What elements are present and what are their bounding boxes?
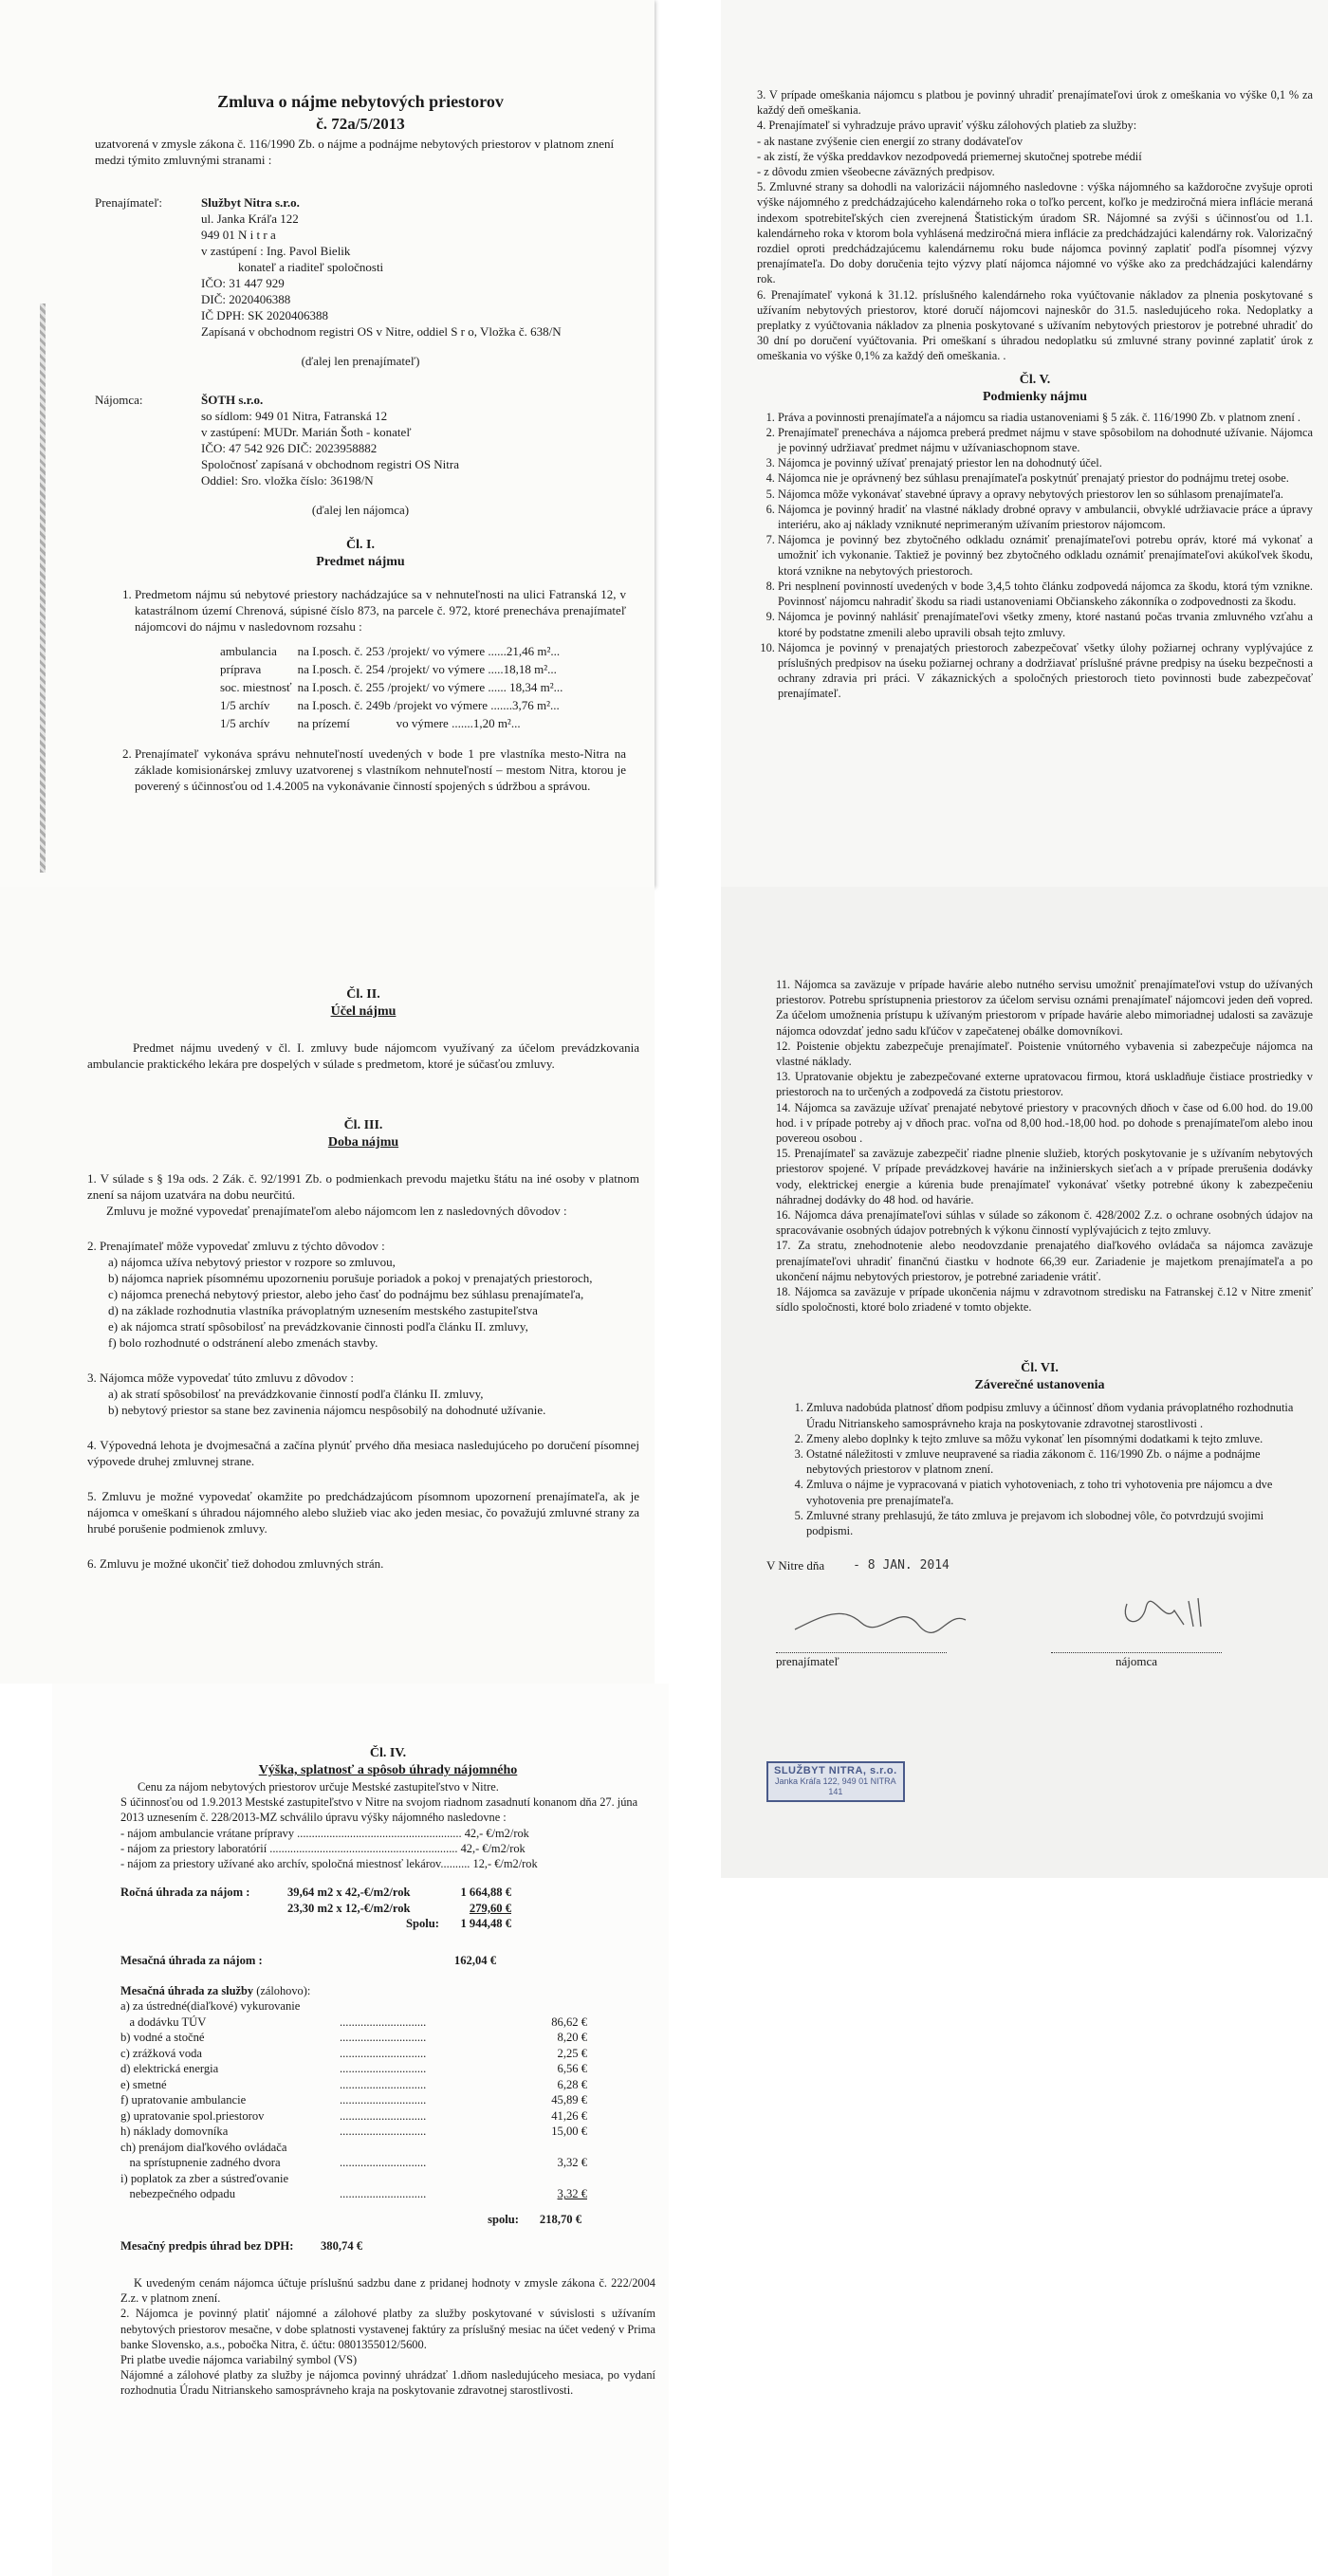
page-5-rent-payment — [52, 1684, 669, 2576]
service-name: h) náklady domovníka — [120, 2125, 229, 2139]
service-name: f) upratovanie ambulancie — [120, 2093, 247, 2107]
condition-item: 2. Prenajímateľ prenecháva a nájomca preberá predmet nájmu v stave spôsobilom na dohodnuté užívanie. Nájomca je povinný udržiavať predmet nájmu v užívaniaschopnom stave. — [778, 425, 1313, 455]
room-row — [220, 660, 568, 678]
article-3-body — [87, 1170, 639, 1572]
room-name: 1/5 archív — [220, 716, 270, 730]
landlord-reasons — [87, 1254, 639, 1351]
tenant-line: ŠOTH s.r.o. — [201, 393, 264, 407]
reason-item: a) ak stratí spôsobilosť na prevádzkovanie činností podľa článku II. zmluvy, — [108, 1387, 484, 1401]
contract-title: Zmluva o nájme nebytových priestorov — [217, 92, 504, 111]
landlord-line: IČO: 31 447 929 — [201, 276, 285, 290]
condition-item: 18. Nájomca sa zaväzuje v prípade ukončenia nájmu v zdravotnom stredisku na Fatranskej č.12 v Nitre zmeniť sídlo spoločnosti, ktoré bolo zriadené v tomto objekte. — [776, 1285, 1313, 1315]
rooms-table — [220, 642, 568, 732]
article-1-title: Predmet nájmu — [316, 555, 405, 569]
tenant-label: Nájomca: — [95, 393, 143, 407]
service-name: na sprístupnenie zadného dvora — [120, 2156, 281, 2170]
annual-value: 279,60 € — [469, 1901, 511, 1915]
room-row — [220, 642, 568, 660]
room-row — [220, 714, 568, 732]
conditions-list — [757, 410, 1313, 702]
landlord-line: ul. Janka Kráľa 122 — [201, 212, 299, 226]
annual-sum: 1 944,48 € — [460, 1917, 511, 1931]
duration-para: 3. Nájomca môže vypovedať túto zmluvu z dôvodov : — [87, 1371, 355, 1385]
final-item: 5. Zmluvné strany prehlasujú, že táto zmluva je prejavom ich slobodnej vôle, čo potvrdzujú svojimi podpismi. — [806, 1508, 1313, 1538]
tenant-line: v zastúpení: MUDr. Marián Šoth - konateľ — [201, 425, 412, 439]
annual-calc: 23,30 m2 x 12,-€/m2/rok — [287, 1901, 411, 1915]
service-value: 41,26 € — [551, 2108, 587, 2123]
services-table — [120, 1998, 593, 2202]
room-name: príprava — [220, 662, 262, 676]
room-location: na I.posch. č. 254 /projekt/ vo výmere .....18,18 m²... — [297, 662, 557, 676]
annual-row — [120, 1916, 517, 1932]
dot-leader: ............................. — [340, 2062, 427, 2076]
tail-para: Pri platbe uvedie nájomca variabilný symbol (VS) — [120, 2352, 358, 2366]
service-name: nebezpečného odpadu — [120, 2187, 235, 2201]
services-sum-value: 218,70 € — [539, 2212, 581, 2226]
annual-value: 1 664,88 € — [460, 1886, 511, 1900]
condition-item: 9. Nájomca je povinný nahlásiť prenajímateľovi všetky zmeny, ktoré nastanú počas trvania zmluvného vzťahu a ktoré by podstatne zmenili alebo upravili obsah tejto zmluvy. — [778, 609, 1313, 639]
service-value: 3,32 € — [557, 2156, 587, 2170]
room-location: na I.posch. č. 249b /projekt vo výmere .......3,76 m²... — [297, 698, 560, 712]
condition-item: 15. Prenajímateľ sa zaväzuje zabezpečiť riadne plnenie služieb, ktorých poskytovanie je s užívaním nebytových priestorov spojené. V prípade prevádzkovej havárie na inžinierskych sieťach a v prípade prerušenia dodávky vody, elektrickej energie a kúrenia bude prenajímateľ vykonávať všetky potrebné úkony k zabezpečeniu náhradnej dodávky do 48 hod. od havárie. — [776, 1147, 1313, 1206]
condition-item: 4. Nájomca nie je oprávnený bez súhlasu prenajímateľa poskytnúť prenajatý priestor do podnájmu tretej osobe. — [778, 470, 1313, 486]
monthly-rent-label: Mesačná úhrada za nájom : — [120, 1953, 263, 1967]
dot-leader: ............................. — [340, 2156, 427, 2170]
dot-leader: ............................. — [340, 2077, 427, 2091]
article-1-item — [135, 586, 626, 732]
reason-item: c) nájomca prenechá nebytový priestor, alebo jeho časť do podnájmu bez súhlasu prenajímateľa, — [108, 1287, 584, 1301]
stamp-line: Janka Kráľa 122, 949 01 NITRA — [774, 1776, 896, 1786]
service-value: 8,20 € — [557, 2031, 587, 2045]
room-row — [220, 678, 568, 696]
tail-para: K uvedeným cenám nájomca účtuje príslušnú sadzbu dane z pridanej hodnoty v zmysle zákona č. 222/2004 Z.z. v platnom znení. — [120, 2275, 655, 2306]
condition-item: 6. Nájomca je povinný hradiť na vlastné náklady drobné opravy v ambulancii, obvyklé udržiavacie práce a úpravy interiéru, ako aj náklady vzniknuté neprimeraným užívaním priestorov nájomcom. — [778, 502, 1313, 532]
dot-leader: ............................. — [340, 2015, 427, 2029]
room-name: soc. miestnosť — [220, 680, 292, 694]
terms-item: 4. Prenajímateľ si vyhradzuje právo upraviť výšku zálohových platieb za služby: — [757, 119, 1137, 133]
terms-item: 5. Zmluvné strany sa dohodli na valorizácii nájomného nasledovne : výška nájomného sa každoročne zvyšuje oproti výške nájomného z predchádzajúceho kalendárneho roka o toľko percent, koľko je medziročná miera inflácie meraná indexom spotrebiteľských cien zverejnená Štatistickým úradom SR. Nájomné sa zvýši s účinnosťou od 1.1. kalendárneho roka v ktorom bola vyhlásená medziročná miera inflácie za predchádzajúci kalendárny rok. Valorizačný rozdiel oproti predchádzajúcemu kalendárnemu roku bude nájomca povinný zaplatiť podľa písomnej výzvy prenajímateľa. Do doby doručenia tejto výzvy platí nájomca nájomné vo výške ako za predchádzajúci kalendárny rok. — [757, 180, 1313, 286]
landlord-line: v zastúpení : Ing. Pavol Bielik — [201, 244, 351, 258]
landlord-line: 949 01 N i t r a — [201, 228, 276, 242]
service-row — [120, 2171, 593, 2187]
signatures — [766, 1587, 1260, 1644]
reason-item: e) ak nájomca stratí spôsobilosť na prevádzkovanie činnosti podľa článku II. zmluvy, — [108, 1319, 528, 1334]
payment-tail — [120, 2275, 655, 2399]
room-location: na I.posch. č. 255 /projekt/ vo výmere ...... 18,34 m²... — [297, 680, 563, 694]
stamp-line: SLUŽBYT NITRA, s.r.o. — [774, 1765, 897, 1776]
intro-line: S účinnosťou od 1.9.2013 Mestské zastupiteľstvo v Nitre na svojom riadnom zasadnutí konanom dňa 27. júna 2013 uznesením č. 228/2013-MZ schválilo úpravu výšky nájomného nasledovne : — [120, 1795, 638, 1825]
contract-number: č. 72a/5/2013 — [316, 115, 405, 133]
article-1-item: 2. Prenajímateľ vykonáva správu nehnuteľností uvedených v bode 1 pre vlastníka mesto-Nitra na základe komisionárskej zmluvy uzatvorenej s vlastníkom nehnuteľností – mestom Nitra, ktorou je poverený s účinnosťou od 1.4.2005 na vykonávanie činností spojených s údržbou a správou. — [135, 745, 626, 794]
binding-cord — [40, 304, 46, 873]
services-head: Mesačná úhrada za služby — [120, 1984, 254, 1998]
condition-item: 10. Nájomca je povinný v prenajatých priestoroch zabezpečovať všetky úlohy požiarnej ochrany vyplývajúce z príslušných predpisov na úseku požiarnej ochrany a dodržiavať príslušné právne predpisy na úseku bezpečnosti a ochrany zdravia pri práci. V zákaznických a spoločných priestoroch tieto povinnosti bude zabezpečovať prenajímateľ. — [778, 640, 1313, 702]
reason-item: f) bolo rozhodnuté o odstránení alebo zmenách stavby. — [108, 1335, 378, 1350]
service-row — [120, 2186, 593, 2202]
service-name: g) upratovanie spol.priestorov — [120, 2108, 265, 2123]
place-label: V Nitre dňa — [766, 1558, 825, 1573]
page-1-contract-header — [0, 0, 655, 887]
article-6-title: Záverečné ustanovenia — [974, 1378, 1105, 1393]
reason-item: d) na základe rozhodnutia vlastníka právoplatným uznesením mestského zastupiteľstva — [108, 1303, 538, 1317]
reason-item: b) nebytový priestor sa stane bez zavinenia nájomcu nespôsobilý na dohodnuté užívanie. — [108, 1403, 546, 1417]
company-stamp — [766, 1761, 905, 1802]
service-row — [120, 2092, 593, 2108]
terms-item: 6. Prenajímateľ vykoná k 31.12. príslušného kalendárneho roka vyúčtovanie nákladov za plnenia poskytované s užívaním nebytových priestorov, ktoré doručí nájomcovi najneskôr do 31.5. nasledujúceho roka. Nedoplatky a preplatky z vyúčtovania nákladov za plnenia poskytované s užívaním nebytových priestorov je potrebné uhradiť do 30 dní po doručení vyúčtovania. Pri omeškaní s úhradou nedoplatku sú zmluvné strany povinné zaplatiť úrok z omeškania vo výške 0,1% za každý deň omeškania. . — [757, 287, 1313, 363]
page-3-purpose-duration — [0, 887, 655, 1684]
date-stamp: - 8 JAN. 2014 — [853, 1558, 950, 1573]
final-item: 2. Zmeny alebo doplnky k tejto zmluve sa môžu vykonať len písomnými dodatkami k tejto zmluve. — [806, 1431, 1313, 1446]
monthly-rent — [120, 1953, 502, 1969]
service-value: 15,00 € — [551, 2125, 587, 2139]
room-location: na I.posch. č. 253 /projekt/ vo výmere ......21,46 m²... — [297, 644, 561, 658]
dot-leader: ............................. — [340, 2125, 427, 2139]
service-name: a) za ústredné(diaľkové) vykurovanie — [120, 1999, 301, 2014]
conditions-continued — [766, 977, 1313, 1315]
condition-item: 13. Upratovanie objektu je zabezpečované externe upratovacou firmou, ktorá uskladňuje čistiace prostriedky v priestoroch na to určených a zodpovedá za čistotu priestorov. — [776, 1070, 1313, 1099]
dot-leader: ............................. — [340, 2187, 427, 2201]
tenant-reasons — [87, 1386, 639, 1418]
service-row — [120, 2077, 593, 2093]
duration-para: 5. Zmluvu je možné vypovedať okamžite po predchádzajúcom písomnom upozornení prenajímateľa, ak je nájomca v omeškaní s úhradou nájomného alebo služieb viac ako jeden mesiac, čo považujú zmluvné strany za hrubé porušenie podmienok zmluvy. — [87, 1489, 639, 1536]
condition-item: 1. Práva a povinnosti prenajímateľa a nájomcu sa riadia ustanoveniami § 5 zák. č. 116/1990 Zb. v platnom znení . — [778, 410, 1313, 425]
tenant-line: Spoločnosť zapísaná v obchodnom registri OS Nitra — [201, 457, 460, 471]
services-sum — [120, 2212, 587, 2228]
annual-row — [120, 1901, 517, 1917]
condition-item: 5. Nájomca môže vykonávať stavebné úpravy a opravy nebytových priestorov len so súhlasom prenajímateľa. — [778, 487, 1313, 502]
condition-item: 16. Nájomca dáva prenajímateľovi súhlas v súlade so zákonom č. 428/2002 Z.z. o ochrane osobných údajov na spracovávanie osobných údajov potrebných k výkonu činností vyplývajúcich z tejto zmluvy. — [776, 1208, 1313, 1238]
tenant-details — [201, 392, 459, 488]
annual-rent-table — [120, 1885, 517, 1932]
final-item: 1. Zmluva nadobúda platnosť dňom podpisu zmluvy a účinnosť dňom vydania právoplatného rozhodnutia Úradu Nitrianskeho samosprávneho kraja na poskytovanie zdravotnej starostlivosti . — [806, 1400, 1313, 1430]
rate-line: - nájom za priestory užívané ako archív, spoločná miestnosť lekárov.......... 12,- €/m2/rok — [120, 1857, 538, 1871]
contract-intro: uzatvorená v zmysle zákona č. 116/1990 Zb. o nájme a podnájme nebytových priestorov v platnom znení medzi týmito zmluvnými stranami : — [95, 137, 615, 167]
landlord-line: konateľ a riaditeľ spoločnosti — [201, 260, 384, 274]
service-name: d) elektrická energia — [120, 2062, 219, 2076]
condition-item: 14. Nájomca sa zaväzuje užívať prenajaté nebytové priestory v pracovných dňoch v čase od 6.00 hod. do 19.00 hod. i v prípade potreby aj v dňoch prac. voľna od 8,00 hod.-18,00 hod. po dohode s prenajímateľom alebo inou povereou osobou . — [776, 1100, 1313, 1146]
landlord-signature-block — [776, 1648, 947, 1669]
service-value — [530, 2140, 593, 2156]
dot-leader: ............................. — [340, 2031, 427, 2045]
intro-line: Cenu za nájom nebytových priestorov určuje Mestské zastupiteľstvo v Nitre. — [138, 1780, 499, 1794]
room-name: 1/5 archív — [220, 698, 270, 712]
annual-row — [120, 1885, 517, 1901]
landlord-signature — [795, 1614, 966, 1633]
rent-intro — [120, 1779, 655, 1871]
payment-terms — [757, 87, 1313, 364]
reason-item: a) nájomca užíva nebytový priestor v rozpore so zmluvou, — [108, 1255, 396, 1269]
monthly-total — [120, 2238, 368, 2254]
room-location: na prízemí vo výmere .......1,20 m²... — [297, 716, 521, 730]
terms-item: - ak zistí, že výška preddavkov nezodpovedá priemernej skutočnej spotrebe médií — [757, 149, 1142, 163]
monthly-rent-value: 162,04 € — [453, 1953, 496, 1967]
article-6-number: Čl. VI. — [1021, 1361, 1059, 1376]
service-value — [530, 2171, 593, 2187]
article-1-list — [95, 586, 626, 794]
dot-leader — [340, 2140, 530, 2156]
annual-label: Ročná úhrada za nájom : — [120, 1886, 250, 1900]
article-4-number: Čl. IV. — [369, 1746, 407, 1760]
final-provisions-list — [766, 1400, 1313, 1538]
dot-leader — [340, 1998, 530, 2015]
tenant-signature-block — [1051, 1648, 1222, 1669]
landlord-line: Službyt Nitra s.r.o. — [201, 195, 300, 210]
condition-item: 12. Poistenie objektu zabezpečuje prenajímateľ. Poistenie vnútorného vybavenia si zabezpečuje nájomca na vlastné náklady. — [776, 1039, 1313, 1069]
monthly-rent-row — [120, 1953, 502, 1969]
service-value: 45,89 € — [551, 2093, 587, 2107]
condition-item: 7. Nájomca je povinný bez zbytočného odkladu oznámiť prenajímateľovi potrebu opráv, ktoré má vykonať a umožniť ich vykonanie. Taktiež je povinný bez zbytočného odkladu oznámiť prenajímateľovi akúkoľvek škodu, ktorá vznikne na nebytových priestoroch. — [778, 532, 1313, 579]
rate-line: - nájom za priestory laboratórií ................................................................ 42,- €/m2/rok — [120, 1841, 526, 1855]
service-row — [120, 2108, 593, 2125]
condition-item: 8. Pri nesplnení povinností uvedených v bode 3,4,5 tohto článku zodpovedá nájomca za škodu, ktorá tým vznikne. Povinnosť nájomcu nahradiť škodu sa riadi ustanoveniami Občianskeho zákonníka o zodpovednosti za škodu. — [778, 579, 1313, 609]
article-4-title: Výška, splatnosť a spôsob úhrady nájomného — [258, 1763, 518, 1777]
duration-para: 2. Prenajímateľ môže vypovedať zmluvu z týchto dôvodov : — [87, 1239, 385, 1253]
article-1-number: Čl. I. — [346, 538, 375, 552]
terms-item: - ak nastane zvýšenie cien energií zo strany dodávateľov — [757, 134, 1024, 148]
article-3-title: Doba nájmu — [327, 1135, 399, 1150]
landlord-label: Prenajímateľ: — [95, 195, 162, 210]
service-name: c) zrážková voda — [120, 2046, 203, 2060]
service-value: 3,32 € — [557, 2187, 587, 2201]
article-2-title: Účel nájmu — [330, 1004, 397, 1019]
duration-para: 4. Výpovedná lehota je dvojmesačná a začína plynúť prvého dňa mesiaca nasledujúceho po doručení písomnej výpovede druhej zmluvnej strane. — [87, 1438, 639, 1468]
tenant-line: Oddiel: Sro. vložka číslo: 36198/N — [201, 473, 374, 488]
service-row — [120, 2124, 593, 2140]
dot-leader: ............................. — [340, 2108, 427, 2123]
article-1-para: Predmetom nájmu sú nebytové priestory nachádzajúce sa v nehnuteľnosti na ulici Fatranská 12, v katastrálnom území Chrenová, súpisné číslo 873, na parcele č. 972, ktoré prenecháva prenajímateľ nájomcovi do nájmu v nasledovnom rozsahu : — [135, 587, 626, 634]
annual-sum-label: Spolu: — [405, 1917, 439, 1931]
duration-para: Zmluvu je možné vypovedať prenajímateľom alebo nájomcom len z nasledovných dôvodov : — [106, 1204, 567, 1218]
dot-leader: ............................. — [340, 2046, 427, 2060]
services-sum-row — [120, 2212, 587, 2228]
landlord-details — [201, 194, 562, 340]
tenant-block — [95, 392, 626, 488]
condition-item: 11. Nájomca sa zaväzuje v prípade havárie alebo nutného servisu umožniť prenajímateľovi vstup do užívaných priestorov. Potrebu sprístupnenia priestorov za účelom servisu oznámi prenajímateľ nájomcovi jeden deň vopred. Za účelom umožnenia prístupu k užívaným priestorom v prípade havárie alebo mimoriadnej udalosti sa zaväzuje nájomca odovzdať jedno sadu kľúčov v zapečatenej obálke domovníkovi. — [776, 978, 1313, 1038]
service-value: 6,56 € — [557, 2062, 587, 2076]
tenant-sig-label: nájomca — [1115, 1654, 1158, 1669]
annual-calc: 39,64 m2 x 42,-€/m2/rok — [287, 1886, 411, 1900]
service-value: 86,62 € — [551, 2015, 587, 2029]
landlord-line: IČ DPH: SK 2020406388 — [201, 308, 328, 322]
service-name: ch) prenájom diaľkového ovládača — [120, 2140, 287, 2154]
service-name: e) smetné — [120, 2077, 167, 2091]
landlord-line: Zapísaná v obchodnom registri OS v Nitre, oddiel S r o, Vložka č. 638/N — [201, 324, 562, 339]
services-sum-label: spolu: — [488, 2212, 519, 2226]
room-name: ambulancia — [220, 644, 277, 658]
service-value: 6,28 € — [557, 2077, 587, 2091]
terms-item: - z dôvodu zmien všeobecne záväzných predpisov. — [757, 165, 995, 179]
services-note: (zálohovo): — [256, 1984, 311, 1998]
page-4-final-provisions — [721, 887, 1328, 1878]
article-5-number: Čl. V. — [1019, 372, 1051, 387]
tenant-line: so sídlom: 949 01 Nitra, Fatranská 12 — [201, 409, 388, 423]
terms-item: 3. V prípade omeškania nájomcu s platbou je povinný uhradiť prenajímateľovi úrok z omeškania vo výške 0,1 % za každý deň omeškania. — [757, 88, 1313, 118]
landlord-block — [95, 194, 626, 340]
rate-line: - nájom ambulancie vrátane prípravy ........................................................ 42,- €/m2/rok — [120, 1826, 529, 1840]
dot-leader — [340, 2171, 530, 2187]
tail-para: 2. Nájomca je povinný platiť nájomné a zálohové platby za služby poskytované v súvislosti s užívaním nebytových priestorov mesačne, v dobe splatnosti vystavenej faktúry za príslušný mesiac na účet vedený v Prima banke Slovensko, a.s., pobočka Nitra, č. účtu: 0801355012/5600. — [120, 2307, 655, 2351]
page-2-conditions — [721, 0, 1328, 887]
service-row — [120, 2015, 593, 2031]
service-row — [120, 2030, 593, 2046]
service-name: a dodávku TÚV — [120, 2015, 207, 2029]
service-name: b) vodné a stočné — [120, 2031, 205, 2045]
monthly-total-value: 380,74 € — [321, 2239, 363, 2254]
tenant-alias: (ďalej len nájomca) — [311, 503, 410, 517]
article-5-title: Podmienky nájmu — [982, 389, 1088, 404]
landlord-line: DIČ: 2020406388 — [201, 292, 291, 306]
final-item: 3. Ostatné náležitosti v zmluve neupravené sa riadia zákonom č. 116/1990 Zb. o nájme a podnájme nebytových priestorov v platnom znení. — [806, 1446, 1313, 1477]
condition-item: 3. Nájomca je povinný užívať prenajatý priestor len na dohodnutý účel. — [778, 455, 1313, 470]
service-row — [120, 1998, 593, 2015]
services-heading — [120, 1983, 655, 1998]
landlord-alias: (ďalej len prenajímateľ) — [301, 354, 420, 368]
duration-para: 1. V súlade s § 19a ods. 2 Zák. č. 92/1991 Zb. o podmienkach prevodu majetku štátu na iné osoby v platnom znení sa nájom uzatvára na dobu neurčitú. — [87, 1171, 639, 1202]
duration-para: 6. Zmluvu je možné ukončiť tiež dohodou zmluvných strán. — [87, 1556, 384, 1571]
monthly-total-label: Mesačný predpis úhrad bez DPH: — [120, 2239, 294, 2254]
final-item: 4. Zmluva o nájme je vypracovaná v piatich vyhotoveniach, z toho tri vyhotovenia pre nájomcu a dve vyhotovenia pre prenajímateľa. — [806, 1477, 1313, 1507]
article-3-number: Čl. III. — [343, 1118, 383, 1132]
signature-labels — [776, 1648, 1222, 1669]
article-2-text: Predmet nájmu uvedený v čl. I. zmluvy bude nájomcom využívaný za účelom prevádzkovania ambulancie praktického lekára pre dospelých v súlade s predmetom, ktoré je súčasťou zmluvy. — [87, 1040, 639, 1071]
service-row — [120, 2061, 593, 2077]
service-value: 2,25 € — [557, 2046, 587, 2060]
signing-place — [766, 1557, 1313, 1573]
tail-para: Nájomné a zálohové platby za služby je nájomca povinný uhrádzať 1.dňom nasledujúceho mesiaca, po vydaní rozhodnutia Úradu Nitrianskeho samosprávneho kraja na poskytovanie zdravotnej starostlivosti. — [120, 2368, 655, 2398]
reason-item: b) nájomca napriek písomnému upozorneniu porušuje poriadok a pokoj v prenajatých priestoroch, — [108, 1271, 593, 1285]
dot-leader: ............................. — [340, 2093, 427, 2107]
condition-item: 17. Za stratu, znehodnotenie alebo neodovzdanie prenajatého diaľkového ovládača sa nájomca zaväzuje prenajímateľovi uhradiť finančnú čiastku v hodnote 66,39 eur. Zariadenie je majetkom prenajímateľa a po ukončení nájmu nebytových priestorov, je potrebné zariadenie vrátiť. — [776, 1239, 1313, 1283]
service-row — [120, 2155, 593, 2171]
service-name: i) poplatok za zber a sústreďovanie — [120, 2171, 289, 2185]
service-row — [120, 2140, 593, 2156]
service-row — [120, 2046, 593, 2062]
landlord-sig-label: prenajímateľ — [776, 1654, 839, 1669]
service-value — [530, 1998, 593, 2015]
article-2-number: Čl. II. — [346, 987, 380, 1002]
stamp-line: 141 — [828, 1787, 843, 1796]
monthly-total-row — [120, 2238, 368, 2254]
tenant-line: IČO: 47 542 926 DIČ: 2023958882 — [201, 441, 378, 455]
tenant-signature — [1125, 1598, 1201, 1627]
room-row — [220, 696, 568, 714]
